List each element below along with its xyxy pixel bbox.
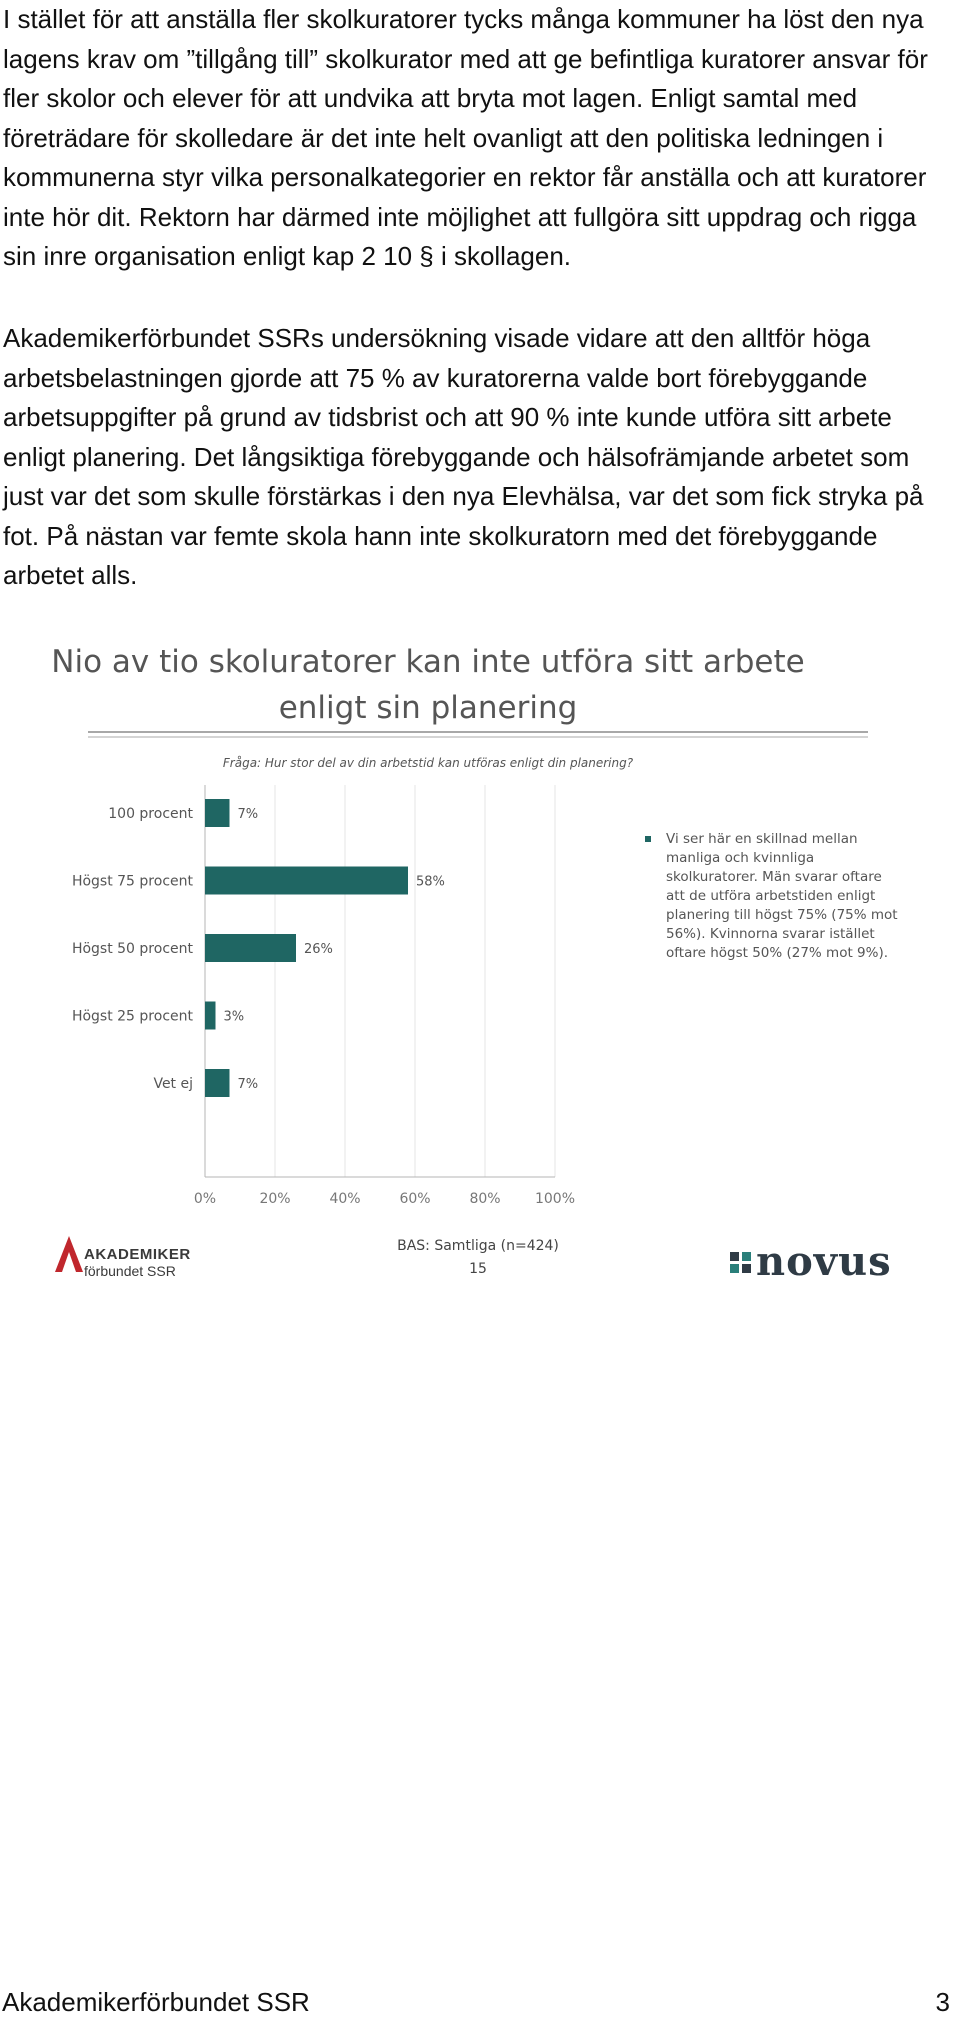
slide-number: 15 — [469, 1261, 487, 1277]
novus-dot — [742, 1264, 751, 1273]
x-tick-label: 60% — [399, 1191, 431, 1207]
category-label: 100 procent — [108, 806, 193, 822]
category-label: Högst 25 procent — [71, 1008, 193, 1025]
chart-title-line-2: enligt sin planering — [278, 690, 578, 726]
novus-dot — [742, 1252, 751, 1261]
annotation-line: 56%). Kvinnorna svarar istället — [666, 926, 875, 942]
value-label: 7% — [237, 1077, 259, 1092]
annotation-line: Vi ser här en skillnad mellan — [666, 831, 858, 847]
novus-dot — [730, 1264, 739, 1273]
bar — [205, 934, 296, 962]
chart-title-line-1: Nio av tio skoluratorer kan inte utföra sitt arbete — [51, 644, 805, 680]
annotation-line: planering till högst 75% (75% mot — [666, 907, 898, 923]
body-paragraph-2: Akademikerförbundet SSRs undersökning visade vidare att den alltför höga arbetsbelastningen gjorde att 75 % av kuratorerna valde bort förebyggande arbetsuppgifter på grund av tidsbrist och att 90 % inte kunde utföra sitt arbete enligt planering. Det långsiktiga förebyggande och hälsofrämjande arbetet som just var det som skulle förstärkas i den nya Elevhälsa, var det som fick stryka på fot. På nästan var femte skola hann inte skolkuratorn med det förebyggande arbetet alls. — [3, 323, 924, 590]
annotation-line: manliga och kvinnliga — [666, 850, 815, 866]
value-label: 3% — [223, 1009, 245, 1025]
bar — [205, 1069, 230, 1097]
x-tick-label: 80% — [469, 1191, 501, 1207]
annotation-line: att de utföra arbetstiden enligt — [666, 888, 876, 904]
x-tick-label: 0% — [193, 1191, 217, 1207]
footer-organization: Akademikerförbundet SSR — [2, 1987, 310, 2017]
body-paragraph-1: I stället för att anställa fler skolkuratorer tycks många kommuner ha löst den nya lagens krav om ”tillgång till” skolkurator med att ge befintliga kuratorer ansvar för fler skolor och elever för att undvika att bryta mot lagen. Enligt samtal med företrädare för skolledare är det inte helt ovanligt att den politiska ledningen i kommunerna styr vilka personalkategorier en rektor får anställa och att kuratorer inte hör dit. Rektorn har därmed inte möjlighet att fullgöra sitt uppdrag och rigga sin inre organisation enligt kap 2 10 § i skollagen. — [3, 4, 928, 271]
akademikerforbundet-logo — [52, 1234, 192, 1284]
category-label: Högst 50 procent — [71, 941, 193, 957]
bar — [205, 1002, 216, 1030]
x-tick-label: 100% — [534, 1191, 576, 1207]
logo-line-1: AKADEMIKER — [84, 1246, 191, 1263]
annotation-text — [666, 830, 903, 963]
chart-base: BAS: Samtliga (n=424) — [397, 1238, 559, 1254]
novus-logo — [730, 1238, 915, 1285]
novus-wordmark: novus — [756, 1238, 892, 1285]
category-label: Högst 75 procent — [71, 873, 193, 890]
novus-dots-icon — [730, 1252, 752, 1274]
chart-annotation — [645, 830, 903, 963]
value-label: 7% — [237, 807, 259, 822]
annotation-line: skolkuratorer. Män svarar oftare — [666, 869, 882, 885]
bar — [205, 799, 230, 827]
x-tick-label: 40% — [329, 1191, 361, 1207]
bar — [205, 867, 408, 895]
survey-chart — [40, 630, 910, 1290]
bars-layer — [72, 785, 575, 1207]
value-label: 26% — [304, 942, 333, 957]
x-tick-label: 20% — [259, 1191, 291, 1207]
novus-dot — [730, 1252, 739, 1261]
logo-line-2: förbundet SSR — [84, 1263, 176, 1279]
akademiker-swoosh-icon — [52, 1234, 86, 1274]
annotation-line: oftare högst 50% (27% mot 9%). — [666, 945, 889, 961]
chart-question: Fråga: Hur stor del av din arbetstid kan utföras enligt din planering? — [222, 756, 634, 770]
value-label: 58% — [416, 874, 445, 890]
category-label: Vet ej — [153, 1076, 193, 1092]
page-number: 3 — [935, 1987, 950, 2017]
annotation-bullet-icon — [645, 836, 651, 842]
